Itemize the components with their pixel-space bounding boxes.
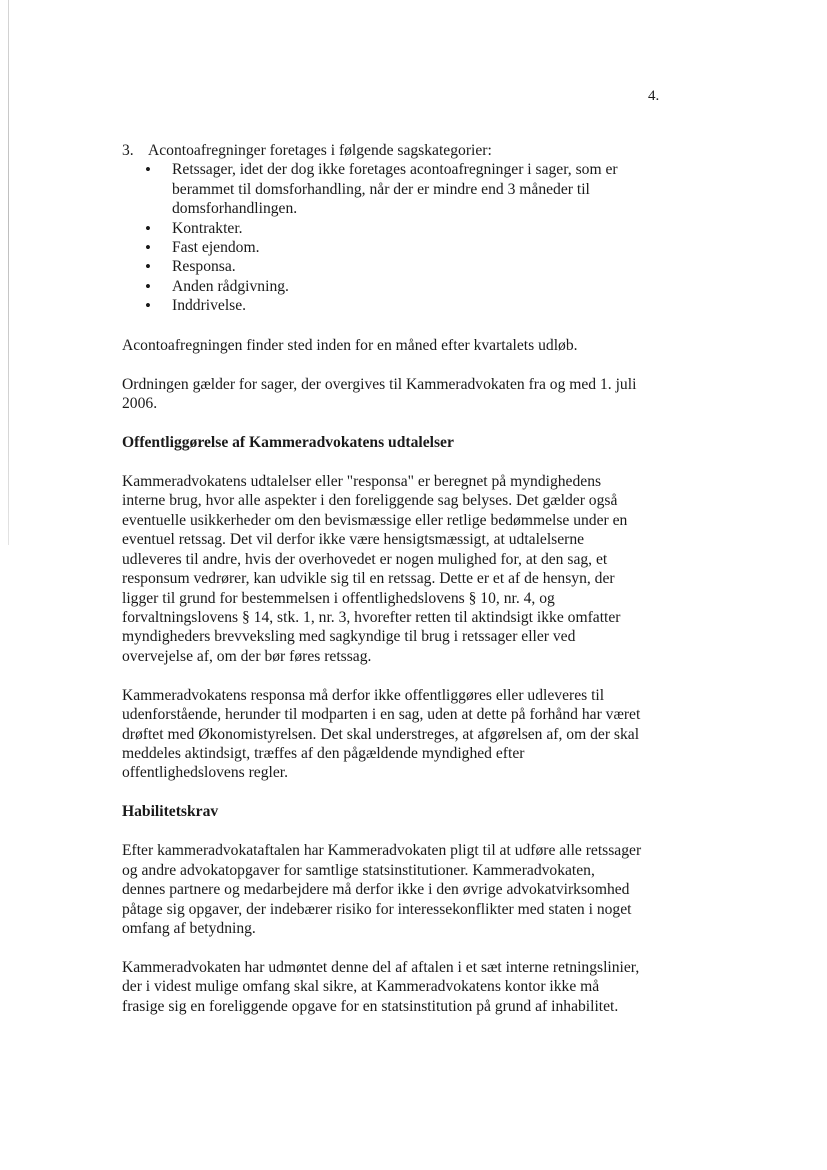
paragraph-responsa-intern-brug: Kammeradvokatens udtalelser eller "responsa" er beregnet på myndighedens interne brug, hvor alle aspekter i den foreliggende sag belyses. Det gælder også eventuelle usikkerheder om den bevismæssige eller retlige bedømmelse under en eventuel retssag. Det vil derfor ikke være hensigtsmæssigt, at udtalelserne udleveres til andre, hvis der overhovedet er nogen mulighed for, at den sag, et responsum vedrører, kan udvikle sig til en retssag. Dette er et af de hensyn, der ligger til grund for bestemmelsen i offentlighedslovens § 10, nr. 4, og forvaltningslovens § 14, stk. 1, nr. 3, hvorefter retten til aktindsigt ikke omfatter myndigheders brevveksling med sagkyndige til brug i retssager eller ved overvejelse af, om der bør føres retssag. — [122, 473, 628, 665]
bullet-item-inddrivelse: • Inddrivelse. — [145, 296, 642, 315]
bullet-item-retssager: • Retssager, idet der dog ikke foretages acontoafregninger i sager, som er berammet til domsforhandling, når der er mindre end 3 måneder til domsforhandlingen. — [145, 160, 642, 218]
numbered-item-3 — [122, 141, 642, 160]
bullet-item-fast-ejendom: • Fast ejendom. — [145, 238, 642, 257]
page-number: 4. — [648, 88, 660, 104]
item-number: 3. — [122, 142, 134, 159]
section-heading-habilitetskrav: Habilitetskrav — [122, 803, 219, 821]
category-bullet-list — [122, 160, 642, 315]
paragraph-aconto: Acontoafregningen finder sted inden for en måned efter kvartalets udløb. — [122, 336, 578, 354]
bullet-item-responsa: • Responsa. — [145, 257, 642, 276]
bullet-item-anden-raadgivning: • Anden rådgivning. — [145, 277, 642, 296]
section-heading-offentliggoerelse: Offentliggørelse af Kammeradvokatens udtalelser — [122, 434, 454, 452]
paragraph-responsa-udlevering: Kammeradvokatens responsa må derfor ikke offentliggøres eller udleveres til udenforstående, herunder til modparten i en sag, uden at dette på forhånd har været drøftet med Økonomistyrelsen. Det skal understreges, at afgørelsen af, om der skal meddeles aktindsigt, træffes af den pågældende myndighed efter offentlighedslovens regler. — [122, 686, 641, 782]
paragraph-habilitet-pligt: Efter kammeradvokataftalen har Kammeradvokaten pligt til at udføre alle retssager og andre advokatopgaver for samtlige statsinstitutioner. Kammeradvokaten, dennes partnere og medarbejdere må derfor ikke i den øvrige advokatvirksomhed påtage sig opgaver, der indebærer risiko for interessekonflikter med staten i noget omfang af betydning. — [122, 842, 642, 937]
item-text: Acontoafregninger foretages i følgende sagskategorier: — [148, 142, 492, 159]
document-body — [122, 141, 642, 1016]
paragraph-habilitet-retningslinier: Kammeradvokaten har udmøntet denne del af aftalen i et sæt interne retningslinier, der i videst mulige omfang skal sikre, at Kammeradvokatens kontor ikke må frasige sig en foreliggende opgave for en statsinstitution på grund af inhabilitet. — [122, 958, 640, 1015]
scan-edge-line — [8, 0, 9, 545]
bullet-item-kontrakter: • Kontrakter. — [145, 219, 642, 238]
paragraph-ordning: Ordningen gælder for sager, der overgives til Kammeradvokaten fra og med 1. juli 2006. — [122, 375, 637, 413]
